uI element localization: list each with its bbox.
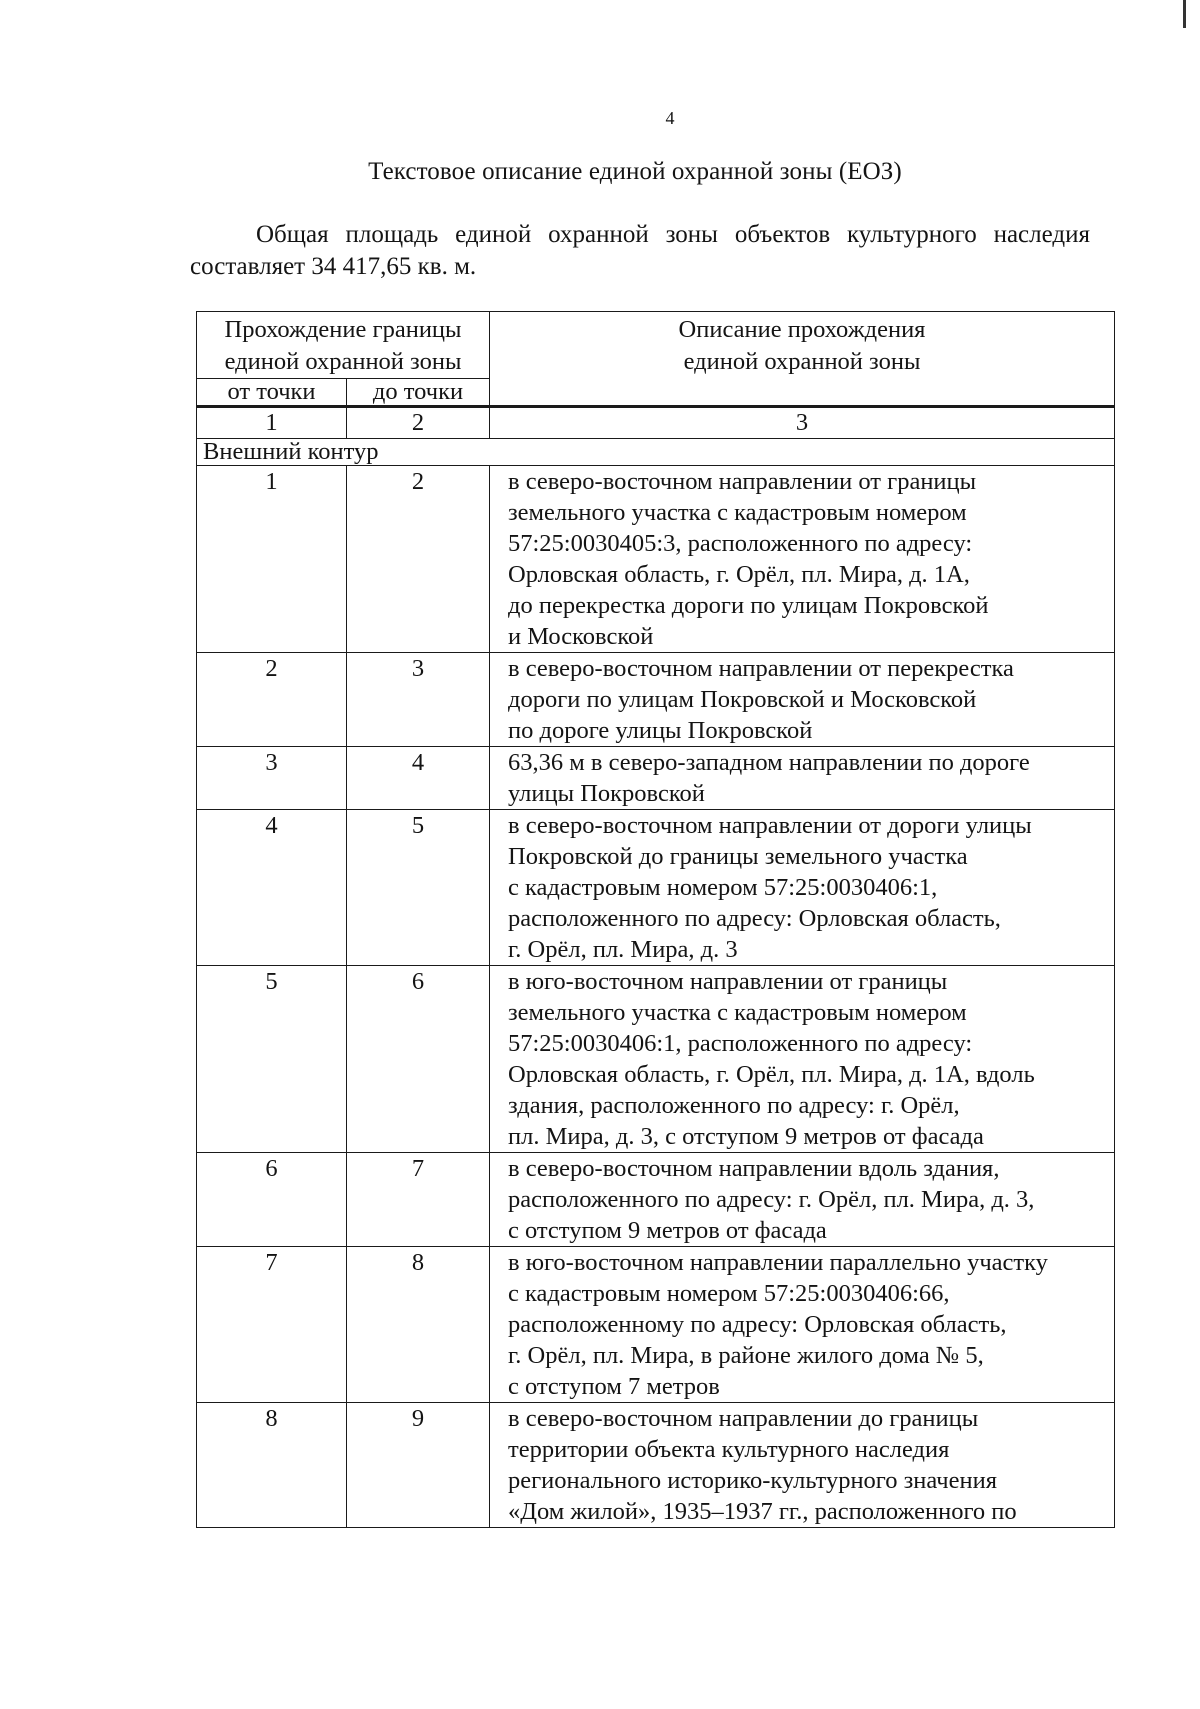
description-cell: в северо-восточном направлении до границы территории объекта культурного наследия регионального историко-культурного значения «Дом жилой», 1935–1937 гг., расположенного по [490, 1403, 1115, 1528]
to-point-cell: 5 [347, 810, 490, 966]
from-point-cell: 4 [197, 810, 347, 966]
header-from-point: от точки [197, 379, 347, 407]
table-header-row [197, 312, 1115, 379]
to-point-cell: 2 [347, 466, 490, 653]
column-number-2: 2 [347, 407, 490, 439]
description-cell: в северо-восточном направлении от границы земельного участка с кадастровым номером 57:25:0030405:3, расположенного по адресу: Орловская область, г. Орёл, пл. Мира, д. 1А, до перекрестка дороги по улицам Покровской и Московской [490, 466, 1115, 653]
from-point-cell: 1 [197, 466, 347, 653]
from-point-cell: 8 [197, 1403, 347, 1528]
scan-edge-mark [1183, 0, 1186, 28]
table-row [197, 1247, 1115, 1403]
description-cell: в северо-восточном направлении от дороги улицы Покровской до границы земельного участка с кадастровым номером 57:25:0030406:1, расположенного по адресу: Орловская область, г. Орёл, пл. Мира, д. 3 [490, 810, 1115, 966]
description-cell: в юго-восточном направлении от границы земельного участка с кадастровым номером 57:25:0030406:1, расположенного по адресу: Орловская область, г. Орёл, пл. Мира, д. 1А, вдоль здания, расположенного по адресу: г. Орёл, пл. Мира, д. 3, с отступом 9 метров от фасада [490, 966, 1115, 1153]
header-boundary: Прохождение границы единой охранной зоны [197, 312, 490, 379]
to-point-cell: 9 [347, 1403, 490, 1528]
to-point-cell: 3 [347, 653, 490, 747]
total-area-paragraph: Общая площадь единой охранной зоны объектов культурного наследия составляет 34 417,65 кв. м. [190, 221, 1090, 280]
table-row [197, 1153, 1115, 1247]
to-point-cell: 6 [347, 966, 490, 1153]
header-description: Описание прохождения единой охранной зоны [490, 312, 1115, 407]
document-title: Текстовое описание единой охранной зоны (ЕОЗ) [368, 158, 902, 185]
header-to-point: до точки [347, 379, 490, 407]
description-cell: в северо-восточном направлении вдоль здания, расположенного по адресу: г. Орёл, пл. Мира, д. 3, с отступом 9 метров от фасада [490, 1153, 1115, 1247]
column-number-1: 1 [197, 407, 347, 439]
section-row [197, 439, 1115, 466]
table-row [197, 653, 1115, 747]
table-row [197, 966, 1115, 1153]
section-label: Внешний контур [197, 439, 1115, 466]
table-row [197, 747, 1115, 810]
to-point-cell: 8 [347, 1247, 490, 1403]
table-row [197, 1403, 1115, 1528]
from-point-cell: 3 [197, 747, 347, 810]
to-point-cell: 7 [347, 1153, 490, 1247]
page-number: 4 [665, 108, 675, 128]
from-point-cell: 2 [197, 653, 347, 747]
table-row [197, 810, 1115, 966]
from-point-cell: 5 [197, 966, 347, 1153]
from-point-cell: 7 [197, 1247, 347, 1403]
to-point-cell: 4 [347, 747, 490, 810]
from-point-cell: 6 [197, 1153, 347, 1247]
description-cell: в северо-восточном направлении от перекрестка дороги по улицам Покровской и Московской по дороге улицы Покровской [490, 653, 1115, 747]
table-row [197, 466, 1115, 653]
boundary-table [196, 311, 1115, 1528]
column-number-3: 3 [490, 407, 1115, 439]
column-number-row [197, 407, 1115, 439]
description-cell: 63,36 м в северо-западном направлении по дороге улицы Покровской [490, 747, 1115, 810]
description-cell: в юго-восточном направлении параллельно участку с кадастровым номером 57:25:0030406:66, расположенному по адресу: Орловская область, г. Орёл, пл. Мира, в районе жилого дома № 5, с отступом 7 метров [490, 1247, 1115, 1403]
